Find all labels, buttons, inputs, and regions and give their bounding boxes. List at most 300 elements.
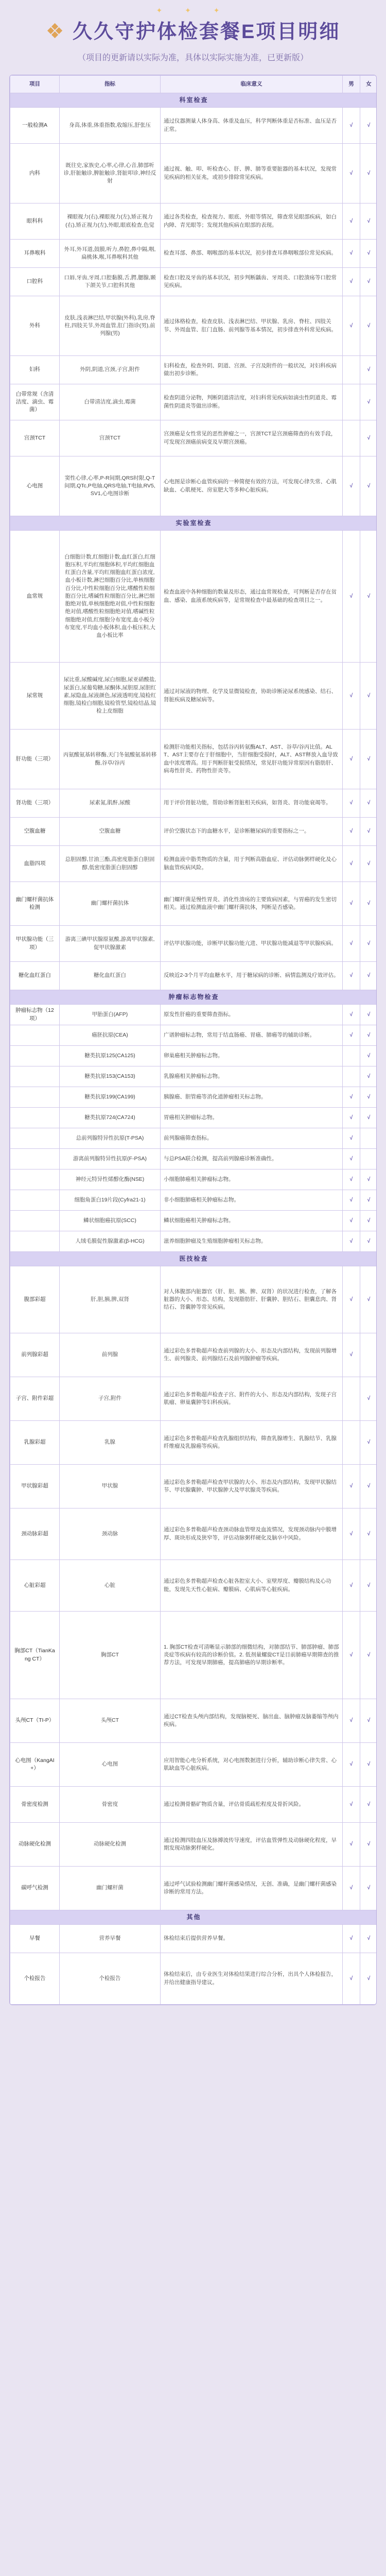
male-check-cell: √	[343, 1560, 360, 1612]
table-row	[10, 1377, 377, 1421]
item-name-cell: 动脉硬化检测	[10, 1823, 60, 1867]
significance-cell: 反映近2-3个月平均血糖水平，用于糖尿病的诊断、病情监测及疗效评估。	[161, 962, 343, 990]
indicator-cell: 尿素氮,肌酐,尿酸	[60, 789, 161, 818]
female-check-cell: √	[360, 1787, 377, 1823]
table-row	[10, 1066, 377, 1087]
exam-table-card	[9, 75, 377, 2005]
indicator-cell: 糖类抗原125(CA125)	[60, 1046, 161, 1066]
indicator-cell: 幽门螺杆菌	[60, 1867, 161, 1910]
column-header-significance: 临床意义	[161, 76, 343, 93]
column-header-female: 女	[360, 76, 377, 93]
item-name-cell: 耳鼻喉科	[10, 240, 60, 268]
significance-cell: 体检结束后提供营养早餐。	[161, 1925, 343, 1953]
table-row	[10, 1421, 377, 1465]
male-check-cell: √	[343, 1509, 360, 1560]
indicator-cell: 神经元特异性烯醇化酶(NSE)	[60, 1170, 161, 1190]
significance-cell: 通过彩色多普勒超声检查子宫、附件的大小、形态及内部结构，发现子宫肌瘤、卵巢囊肿等妇科疾病。	[161, 1377, 343, 1421]
item-name-cell: 肿瘤标志物（12项）	[10, 1005, 60, 1025]
table-row	[10, 846, 377, 882]
item-name-cell: 妇科	[10, 356, 60, 384]
indicator-cell: 空腹血糖	[60, 818, 161, 846]
indicator-cell: 外阴,阴道,宫颈,子宫,附件	[60, 356, 161, 384]
female-check-cell: √	[360, 1509, 377, 1560]
indicator-cell: 游离三碘甲状腺原氨酸,游离甲状腺素,促甲状腺激素	[60, 926, 161, 962]
table-row	[10, 1149, 377, 1170]
male-check-cell: √	[343, 1149, 360, 1170]
significance-cell: 评价空腹状态下的血糖水平，是诊断糖尿病的重要指标之一。	[161, 818, 343, 846]
female-check-cell: √	[360, 108, 377, 144]
significance-cell: 心电图是诊断心血管疾病的一种简便有效的方法，可发现心律失常、心肌缺血、心肌梗死、房室肥大等多种心脏疾病。	[161, 456, 343, 516]
item-name-cell: 腹部彩超	[10, 1266, 60, 1333]
section-header-row	[10, 1910, 377, 1925]
significance-cell: 检查血液中各种细胞的数量及形态，通过血常规检查，可判断是否存在贫血、感染、血液系统疾病等，是常规检查中最基础的检查项目之一。	[161, 531, 343, 663]
female-check-cell: √	[360, 1170, 377, 1190]
significance-cell: 通过彩色多普勒超声检查甲状腺的大小、形态及内部结构，发现甲状腺结节、甲状腺囊肿、甲状腺肿大及甲状腺炎等疾病。	[161, 1465, 343, 1509]
significance-cell: 通过检测骨骼矿物质含量，评估骨质疏松程度及骨折风险。	[161, 1787, 343, 1823]
table-row	[10, 1787, 377, 1823]
item-name-cell	[10, 1128, 60, 1149]
page-title-text: 久久守护体检套餐E项目明细	[73, 21, 341, 43]
male-check-cell	[343, 384, 360, 420]
table-row	[10, 384, 377, 420]
indicator-cell: 总胆固醇,甘油三酯,高密度脂蛋白胆固醇,低密度脂蛋白胆固醇	[60, 846, 161, 882]
male-check-cell	[343, 1421, 360, 1465]
male-check-cell: √	[343, 531, 360, 663]
table-row	[10, 296, 377, 356]
item-name-cell: 乳腺彩超	[10, 1421, 60, 1465]
male-check-cell: √	[343, 1333, 360, 1377]
significance-cell: 原发性肝癌的重要筛查指标。	[161, 1005, 343, 1025]
indicator-cell: 幽门螺杆菌抗体	[60, 882, 161, 926]
section-header-row	[10, 990, 377, 1005]
female-check-cell: √	[360, 962, 377, 990]
indicator-cell: 肝,胆,胰,脾,双肾	[60, 1266, 161, 1333]
male-check-cell: √	[343, 789, 360, 818]
significance-cell: 通过彩色多普勒超声检查心脏各腔室大小、室壁厚度、瓣膜结构及心功能，发现先天性心脏病、瓣膜病、心肌病等心脏疾病。	[161, 1560, 343, 1612]
significance-cell: 通过仪器测量人体身高、体重及血压，科学判断体重是否标准、血压是否正常。	[161, 108, 343, 144]
significance-cell: 通过视、触、叩、听检查心、肝、脾、肺等重要脏器的基本状况，发现常见疾病的相关征兆，或初步排除常见疾病。	[161, 144, 343, 204]
male-check-cell: √	[343, 663, 360, 730]
significance-cell: 乳腺癌相关肿瘤标志物。	[161, 1066, 343, 1087]
significance-cell: 鳞状细胞癌相关肿瘤标志物。	[161, 1211, 343, 1231]
male-check-cell: √	[343, 1823, 360, 1867]
indicator-cell: 总前列腺特异性抗原(T-PSA)	[60, 1128, 161, 1149]
indicator-cell: 细胞角蛋白19片段(Cyfra21-1)	[60, 1190, 161, 1211]
table-row	[10, 1699, 377, 1743]
indicator-cell: 心脏	[60, 1560, 161, 1612]
indicator-cell: 营养早餐	[60, 1925, 161, 1953]
female-check-cell: √	[360, 1465, 377, 1509]
male-check-cell: √	[343, 1211, 360, 1231]
indicator-cell: 心电图	[60, 1743, 161, 1787]
item-name-cell: 幽门螺杆菌抗体检测	[10, 882, 60, 926]
item-name-cell: 甲状腺功能（三项）	[10, 926, 60, 962]
significance-cell: 通过体格检查，检查皮肤、浅表淋巴结、甲状腺、乳房、脊柱、四肢关节、外周血管、肛门直肠、前列腺等基本情况，初步排查外科常见疾病。	[161, 296, 343, 356]
male-check-cell: √	[343, 144, 360, 204]
indicator-cell: 裸眼视力(右),裸眼视力(左),矫正视力(右),矫正视力(左),外眼,眼底检查,色觉	[60, 204, 161, 240]
male-check-cell: √	[343, 1128, 360, 1149]
table-row	[10, 240, 377, 268]
female-check-cell: √	[360, 789, 377, 818]
male-check-cell: √	[343, 204, 360, 240]
female-check-cell: √	[360, 1925, 377, 1953]
indicator-cell: 乳腺	[60, 1421, 161, 1465]
male-check-cell: √	[343, 1025, 360, 1046]
indicator-cell: 子宫,附件	[60, 1377, 161, 1421]
indicator-cell: 白带清洁度,滴虫,霉菌	[60, 384, 161, 420]
table-row	[10, 1046, 377, 1066]
item-name-cell: 外科	[10, 296, 60, 356]
table-row	[10, 882, 377, 926]
male-check-cell: √	[343, 846, 360, 882]
item-name-cell: 眼科科	[10, 204, 60, 240]
table-row	[10, 1823, 377, 1867]
table-row	[10, 1108, 377, 1128]
significance-cell: 检测肝功能相关指标，包括谷丙转氨酶ALT、AST、谷草/谷丙比值。ALT、AST主要存在于肝细胞中，当肝细胞受损时，ALT、AST释放入血导致血中浓度增高。用于判断肝脏受损情况，常见肝功能异常原因有脂肪肝、病毒性肝炎、药物性肝炎等。	[161, 730, 343, 789]
table-row	[10, 1087, 377, 1108]
male-check-cell: √	[343, 1699, 360, 1743]
male-check-cell	[343, 1066, 360, 1087]
indicator-cell: 身高,体重,体重指数,收缩压,舒张压	[60, 108, 161, 144]
female-check-cell: √	[360, 240, 377, 268]
female-check-cell	[360, 1149, 377, 1170]
male-check-cell: √	[343, 962, 360, 990]
female-check-cell: √	[360, 1025, 377, 1046]
item-name-cell: 前列腺彩超	[10, 1333, 60, 1377]
female-check-cell: √	[360, 1266, 377, 1333]
table-row	[10, 1170, 377, 1190]
table-header	[10, 76, 377, 93]
decorative-stars: ✦ ✦ ✦	[156, 6, 230, 14]
section-title: 实验室检查	[10, 516, 377, 531]
item-name-cell	[10, 1149, 60, 1170]
indicator-cell: 丙氨酸氨基转移酶,天门冬氨酸氨基转移酶,谷草/谷丙	[60, 730, 161, 789]
table-row	[10, 356, 377, 384]
male-check-cell: √	[343, 730, 360, 789]
indicator-cell: 外耳,外耳道,鼓膜,听力,鼻腔,鼻中隔,咽,扁桃体,喉,耳鼻喉科其他	[60, 240, 161, 268]
significance-cell: 小细胞肺癌相关肿瘤标志物。	[161, 1170, 343, 1190]
section-title: 科室检查	[10, 93, 377, 108]
significance-cell: 通过彩色多普勒超声检查前列腺的大小、形态及内部结构，发现前列腺增生、前列腺炎、前列腺结石及前列腺肿瘤等疾病。	[161, 1333, 343, 1377]
indicator-cell: 个检报告	[60, 1953, 161, 2005]
table-row	[10, 108, 377, 144]
female-check-cell: √	[360, 268, 377, 296]
item-name-cell: 个检报告	[10, 1953, 60, 2005]
significance-cell: 通过对尿液的物理、化学及显微镜检查，协助诊断泌尿系统感染、结石、肾脏疾病及糖尿病等。	[161, 663, 343, 730]
item-name-cell: 糖化血红蛋白	[10, 962, 60, 990]
item-name-cell: 白带常规（含清洁度、滴虫、霉菌）	[10, 384, 60, 420]
section-header-row	[10, 93, 377, 108]
item-name-cell: 一般检测A	[10, 108, 60, 144]
female-check-cell: √	[360, 1953, 377, 2005]
male-check-cell: √	[343, 268, 360, 296]
male-check-cell: √	[343, 240, 360, 268]
indicator-cell: 窦性心律,心率,P-R间期,QRS时限,Q-T间期,QTc,P电轴,QRS电轴,T电轴,RV5,SV1,心电图诊断	[60, 456, 161, 516]
female-check-cell: √	[360, 846, 377, 882]
significance-cell: 广谱肿瘤标志物，常用于结直肠癌、胃癌、肺癌等的辅助诊断。	[161, 1025, 343, 1046]
male-check-cell	[343, 356, 360, 384]
item-name-cell: 血脂四项	[10, 846, 60, 882]
item-name-cell: 肝功能（三项）	[10, 730, 60, 789]
female-check-cell: √	[360, 296, 377, 356]
table-row	[10, 926, 377, 962]
female-check-cell	[360, 1333, 377, 1377]
female-check-cell: √	[360, 1823, 377, 1867]
significance-cell: 胰腺癌、胆管癌等消化道肿瘤相关标志物。	[161, 1087, 343, 1108]
significance-cell: 妇科检查，检查外阴、阴道、宫颈、子宫及附件的一般状况，对妇科疾病做出初步诊断。	[161, 356, 343, 384]
female-check-cell: √	[360, 1066, 377, 1087]
significance-cell: 通过彩色多普勒超声检查颈动脉血管壁及血流情况，发现颈动脉内中膜增厚、斑块形成及狭窄等，评估动脉粥样硬化及脑卒中风险。	[161, 1509, 343, 1560]
bookmark-icon: ❖	[45, 20, 66, 43]
male-check-cell: √	[343, 1925, 360, 1953]
female-check-cell: √	[360, 144, 377, 204]
male-check-cell: √	[343, 1087, 360, 1108]
table-row	[10, 1465, 377, 1509]
item-name-cell: 血常规	[10, 531, 60, 663]
item-name-cell	[10, 1231, 60, 1252]
male-check-cell: √	[343, 1170, 360, 1190]
item-name-cell: 胸部CT（TianKang CT）	[10, 1612, 60, 1699]
female-check-cell: √	[360, 1005, 377, 1025]
item-name-cell: 空腹血糖	[10, 818, 60, 846]
item-name-cell	[10, 1025, 60, 1046]
male-check-cell: √	[343, 1108, 360, 1128]
section-title: 肿瘤标志物检查	[10, 990, 377, 1005]
table-row	[10, 1509, 377, 1560]
table-row	[10, 730, 377, 789]
table-row	[10, 1025, 377, 1046]
significance-cell: 通过呼气试验检测幽门螺杆菌感染情况，无创、准确，是幽门螺杆菌感染诊断的常用方法。	[161, 1867, 343, 1910]
female-check-cell: √	[360, 1699, 377, 1743]
indicator-cell: 胸部CT	[60, 1612, 161, 1699]
section-header-row	[10, 1252, 377, 1266]
indicator-cell: 鳞状细胞癌抗原(SCC)	[60, 1211, 161, 1231]
table-row	[10, 1231, 377, 1252]
significance-cell: 通过CT检查头颅内部结构，发现脑梗死、脑出血、脑肿瘤及脑萎缩等颅内疾病。	[161, 1699, 343, 1743]
male-check-cell: √	[343, 926, 360, 962]
item-name-cell: 宫颈TCT	[10, 420, 60, 456]
female-check-cell: √	[360, 1867, 377, 1910]
female-check-cell: √	[360, 1046, 377, 1066]
male-check-cell: √	[343, 818, 360, 846]
item-name-cell: 口腔科	[10, 268, 60, 296]
female-check-cell: √	[360, 1612, 377, 1699]
indicator-cell: 癌胚抗原(CEA)	[60, 1025, 161, 1046]
significance-cell: 与总PSA联合检测，提高前列腺癌诊断准确性。	[161, 1149, 343, 1170]
female-check-cell: √	[360, 420, 377, 456]
female-check-cell: √	[360, 1743, 377, 1787]
male-check-cell: √	[343, 296, 360, 356]
item-name-cell	[10, 1087, 60, 1108]
item-name-cell	[10, 1066, 60, 1087]
significance-cell: 检查耳部、鼻部、咽喉部的基本状况，初步排查耳鼻咽喉部位常见疾病。	[161, 240, 343, 268]
table-row	[10, 144, 377, 204]
indicator-cell: 前列腺	[60, 1333, 161, 1377]
significance-cell: 对人体腹部内脏器官（肝、胆、胰、脾、双肾）的状况进行检查，了解各脏器的大小、形态、结构，发现脂肪肝、肝囊肿、胆结石、胆囊息肉、肾结石、肾囊肿等常见疾病。	[161, 1266, 343, 1333]
item-name-cell: 碳呼气检测	[10, 1867, 60, 1910]
item-name-cell: 肾功能（三项）	[10, 789, 60, 818]
female-check-cell: √	[360, 356, 377, 384]
female-check-cell: √	[360, 204, 377, 240]
item-name-cell	[10, 1046, 60, 1066]
page-title	[0, 15, 386, 44]
male-check-cell: √	[343, 1743, 360, 1787]
female-check-cell: √	[360, 1087, 377, 1108]
table-row	[10, 962, 377, 990]
item-name-cell: 尿常规	[10, 663, 60, 730]
female-check-cell: √	[360, 1108, 377, 1128]
column-header-indicator: 指标	[60, 76, 161, 93]
item-name-cell	[10, 1108, 60, 1128]
significance-cell: 评估甲状腺功能，诊断甲状腺功能亢进、甲状腺功能减退等甲状腺疾病。	[161, 926, 343, 962]
male-check-cell: √	[343, 1266, 360, 1333]
table-row	[10, 818, 377, 846]
indicator-cell: 甲胎蛋白(AFP)	[60, 1005, 161, 1025]
table-row	[10, 1266, 377, 1333]
table-row	[10, 1005, 377, 1025]
item-name-cell: 心脏彩超	[10, 1560, 60, 1612]
indicator-cell: 人绒毛膜促性腺激素(β-HCG)	[60, 1231, 161, 1252]
item-name-cell: 骨密度检测	[10, 1787, 60, 1823]
table-row	[10, 531, 377, 663]
indicator-cell: 糖类抗原724(CA724)	[60, 1108, 161, 1128]
significance-cell: 宫颈癌是女性常见的恶性肿瘤之一，宫颈TCT是宫颈癌筛查的有效手段，可发现宫颈癌前病变及早期宫颈癌。	[161, 420, 343, 456]
male-check-cell: √	[343, 1953, 360, 2005]
indicator-cell: 颈动脉	[60, 1509, 161, 1560]
significance-cell: 卵巢癌相关肿瘤标志物。	[161, 1046, 343, 1066]
table-row	[10, 1925, 377, 1953]
page-subtitle: （项目的更新请以实际为准，具体以实际实施为准，已更新版）	[77, 54, 308, 62]
female-check-cell: √	[360, 882, 377, 926]
indicator-cell: 糖类抗原199(CA199)	[60, 1087, 161, 1108]
male-check-cell	[343, 1377, 360, 1421]
table-row	[10, 420, 377, 456]
section-title: 医技检查	[10, 1252, 377, 1266]
indicator-cell: 宫颈TCT	[60, 420, 161, 456]
indicator-cell: 游离前列腺特异性抗原(F-PSA)	[60, 1149, 161, 1170]
female-check-cell: √	[360, 1190, 377, 1211]
male-check-cell: √	[343, 882, 360, 926]
exam-table	[10, 75, 377, 2005]
indicator-cell: 皮肤,浅表淋巴结,甲状腺(外科),乳房,脊柱,四肢关节,外周血管,肛门指诊(男),前列腺(男)	[60, 296, 161, 356]
indicator-cell: 糖化血红蛋白	[60, 962, 161, 990]
table-row	[10, 1612, 377, 1699]
significance-cell: 用于评价肾脏功能，帮助诊断肾脏相关疾病，如肾炎、肾功能衰竭等。	[161, 789, 343, 818]
male-check-cell	[343, 420, 360, 456]
female-check-cell: √	[360, 730, 377, 789]
indicator-cell: 既往史,家族史,心率,心律,心音,肺部听诊,肝脏触诊,脾脏触诊,肾脏叩诊,神经反射	[60, 144, 161, 204]
female-check-cell: √	[360, 384, 377, 420]
significance-cell: 检测血液中脂类物质的含量，用于判断高脂血症、评估动脉粥样硬化及心脑血管疾病风险。	[161, 846, 343, 882]
indicator-cell: 白细胞计数,红细胞计数,血红蛋白,红细胞压积,平均红细胞体积,平均红细胞血红蛋白含量,平均红细胞血红蛋白浓度,血小板计数,淋巴细胞百分比,单核细胞百分比,中性粒细胞百分比,嗜酸性粒细胞百分比,嗜碱性粒细胞百分比,淋巴细胞绝对值,单核细胞绝对值,中性粒细胞绝对值,嗜酸性粒细胞绝对值,嗜碱性粒细胞绝对值,红细胞分布宽度,血小板分布宽度,平均血小板体积,血小板压积,大血小板比率	[60, 531, 161, 663]
item-name-cell: 甲状腺彩超	[10, 1465, 60, 1509]
item-name-cell: 子宫、附件彩超	[10, 1377, 60, 1421]
male-check-cell: √	[343, 1005, 360, 1025]
indicator-cell: 骨密度	[60, 1787, 161, 1823]
table-row	[10, 663, 377, 730]
item-name-cell: 内科	[10, 144, 60, 204]
significance-cell: 幽门螺杆菌是慢性胃炎、消化性溃疡的主要致病因素，与胃癌的发生密切相关。通过检测血液中幽门螺杆菌抗体，判断是否感染。	[161, 882, 343, 926]
male-check-cell: √	[343, 1465, 360, 1509]
significance-cell: 1. 胸部CT检查可清晰显示肺部的细微结构，对肺部结节、肺部肿瘤、肺部炎症等疾病有较高的诊断价值。2. 低剂量螺旋CT是目前肺癌早期筛查的推荐方法，可发现早期肺癌，提高肺癌的早期诊断率。	[161, 1612, 343, 1699]
female-check-cell	[360, 1128, 377, 1149]
indicator-cell: 动脉硬化检测	[60, 1823, 161, 1867]
male-check-cell: √	[343, 1612, 360, 1699]
table-row	[10, 789, 377, 818]
item-name-cell	[10, 1170, 60, 1190]
male-check-cell	[343, 1046, 360, 1066]
item-name-cell: 头颅CT（TI-P）	[10, 1699, 60, 1743]
indicator-cell: 尿比重,尿酸碱度,尿白细胞,尿亚硝酸盐,尿蛋白,尿葡萄糖,尿酮体,尿胆原,尿胆红素,尿隐血,尿液颜色,尿液透明度,镜检红细胞,镜检白细胞,镜检管型,镜检结晶,镜检上皮细胞	[60, 663, 161, 730]
table-row	[10, 1867, 377, 1910]
significance-cell: 滋养细胞肿瘤及生殖细胞肿瘤相关标志物。	[161, 1231, 343, 1252]
table-row	[10, 1128, 377, 1149]
female-check-cell: √	[360, 1377, 377, 1421]
female-check-cell: √	[360, 926, 377, 962]
male-check-cell: √	[343, 1787, 360, 1823]
female-check-cell: √	[360, 531, 377, 663]
male-check-cell: √	[343, 1867, 360, 1910]
significance-cell: 检查口腔及牙齿的基本状况，初步判断龋齿、牙周炎、口腔溃疡等口腔常见疾病。	[161, 268, 343, 296]
significance-cell: 通过彩色多普勒超声检查乳腺组织结构，筛查乳腺增生、乳腺结节、乳腺纤维瘤及乳腺癌等疾病。	[161, 1421, 343, 1465]
item-name-cell: 心电图	[10, 456, 60, 516]
female-check-cell: √	[360, 1421, 377, 1465]
female-check-cell: √	[360, 663, 377, 730]
header	[0, 0, 386, 75]
item-name-cell: 颈动脉彩超	[10, 1509, 60, 1560]
significance-cell: 体检结束后，由专业医生对体检结果进行综合分析，出具个人体检报告，并给出健康指导建议。	[161, 1953, 343, 2005]
column-header-male: 男	[343, 76, 360, 93]
column-header-item: 项目	[10, 76, 60, 93]
female-check-cell: √	[360, 456, 377, 516]
item-name-cell: 心电图（KangAI+）	[10, 1743, 60, 1787]
female-check-cell: √	[360, 1231, 377, 1252]
significance-cell: 胃癌相关肿瘤标志物。	[161, 1108, 343, 1128]
female-check-cell: √	[360, 818, 377, 846]
table-row	[10, 1333, 377, 1377]
significance-cell: 通过检测四肢血压及脉搏波传导速度，评估血管弹性及动脉硬化程度，早期发现动脉粥样硬化。	[161, 1823, 343, 1867]
male-check-cell: √	[343, 1190, 360, 1211]
table-row	[10, 1560, 377, 1612]
female-check-cell: √	[360, 1211, 377, 1231]
indicator-cell: 甲状腺	[60, 1465, 161, 1509]
table-row	[10, 456, 377, 516]
indicator-cell: 头颅CT	[60, 1699, 161, 1743]
significance-cell: 非小细胞肺癌相关肿瘤标志物。	[161, 1190, 343, 1211]
table-row	[10, 268, 377, 296]
table-row	[10, 204, 377, 240]
male-check-cell: √	[343, 108, 360, 144]
table-row	[10, 1953, 377, 2005]
table-row	[10, 1211, 377, 1231]
table-row	[10, 1190, 377, 1211]
item-name-cell	[10, 1211, 60, 1231]
significance-cell: 应用智能心电分析系统，对心电图数据进行分析，辅助诊断心律失常、心肌缺血等心脏疾病。	[161, 1743, 343, 1787]
section-header-row	[10, 516, 377, 531]
significance-cell: 检查阴道分泌物，判断阴道清洁度，对妇科常见疾病如滴虫性阴道炎、霉菌性阴道炎等做出诊断。	[161, 384, 343, 420]
indicator-cell: 口唇,牙齿,牙周,口腔黏膜,舌,腭,腮腺,颞下颌关节,口腔科其他	[60, 268, 161, 296]
section-title: 其他	[10, 1910, 377, 1925]
female-check-cell: √	[360, 1560, 377, 1612]
item-name-cell: 早餐	[10, 1925, 60, 1953]
significance-cell: 通过各类检查，检查视力、眼底、外眼等情况，筛查常见眼部疾病，如白内障、青光眼等；发现其他疾病在眼部的表现。	[161, 204, 343, 240]
table-row	[10, 1743, 377, 1787]
significance-cell: 前列腺癌筛查指标。	[161, 1128, 343, 1149]
male-check-cell: √	[343, 1231, 360, 1252]
indicator-cell: 糖类抗原153(CA153)	[60, 1066, 161, 1087]
table-body	[10, 93, 377, 2005]
male-check-cell: √	[343, 456, 360, 516]
